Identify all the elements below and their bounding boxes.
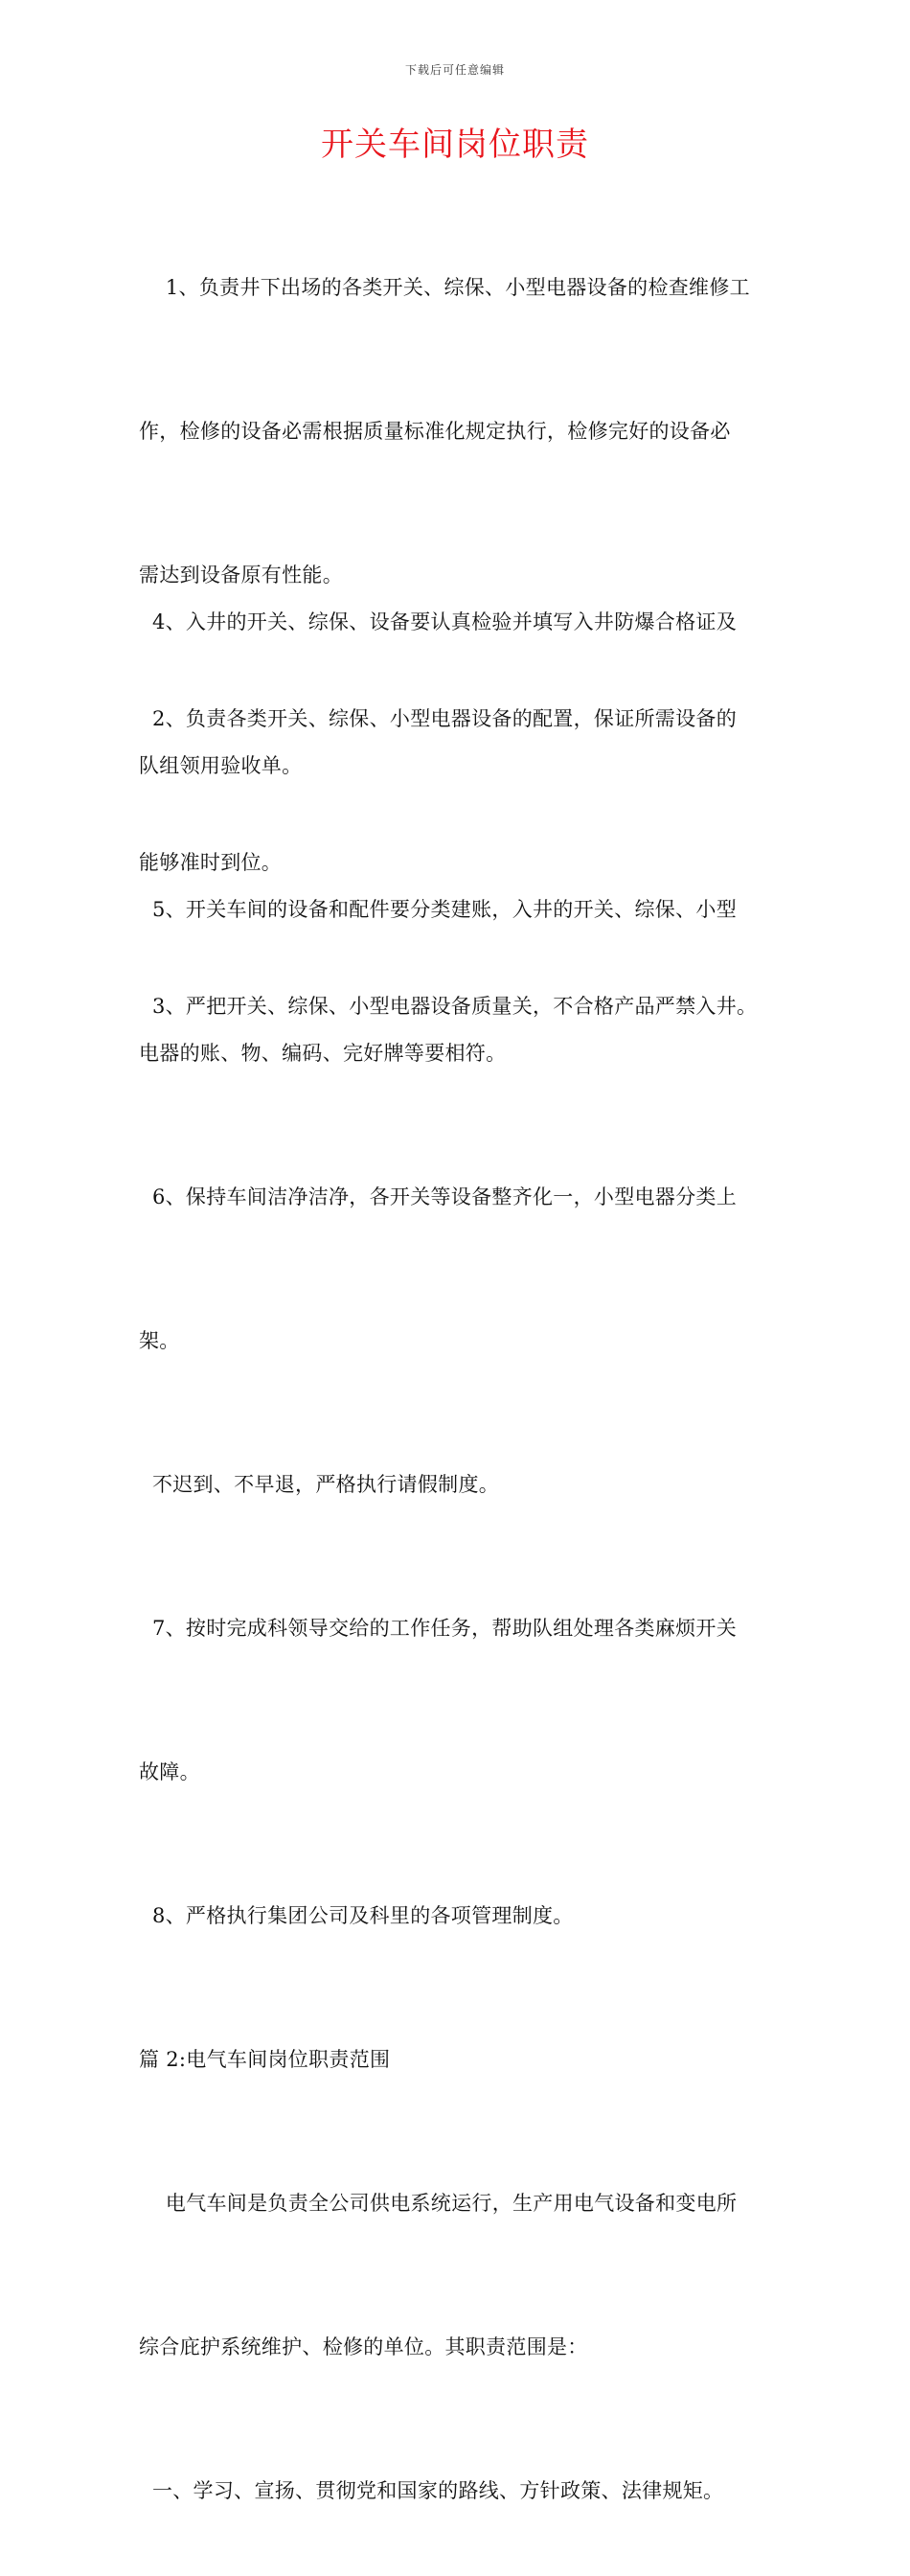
paragraph-line: 作，检修的设备必需根据质量标准化规定执行，检修完好的设备必 bbox=[139, 420, 731, 443]
paragraph-line: 一、学习、宣扬、贯彻党和国家的路线、方针政策、法律规矩。 bbox=[139, 2479, 724, 2502]
body-block-2 bbox=[139, 502, 783, 2576]
paragraph-line: 7、按时完成科领导交给的工作任务，帮助队组处理各类麻烦开关 bbox=[139, 1617, 738, 1640]
paragraph-line: 8、严格执行集团公司及科里的各项管理制度。 bbox=[139, 1904, 574, 1927]
paragraph-line: 电气车间是负责全公司供电系统运行，生产用电气设备和变电所 bbox=[139, 2192, 738, 2215]
paragraph-line: 3、严把开关、综保、小型电器设备质量关，不合格产品严禁入井。 bbox=[139, 995, 758, 1018]
paragraph-line: 6、保持车间洁净洁净，各开关等设备整齐化一，小型电器分类上 bbox=[139, 1185, 738, 1208]
paragraph-line: 不迟到、不早退，严格执行请假制度。 bbox=[139, 1473, 500, 1496]
paragraph-line: 故障。 bbox=[139, 1760, 200, 1783]
paragraph-line: 架。 bbox=[139, 1329, 180, 1352]
paragraph-line: 2、负责各类开关、综保、小型电器设备的配置，保证所需设备的 bbox=[139, 707, 738, 730]
document-title: 开关车间岗位职责 bbox=[321, 126, 589, 164]
paragraph-line: 队组领用验收单。 bbox=[139, 754, 303, 777]
paragraph-line: 4、入井的开关、综保、设备要认真检验并填写入井防爆合格证及 bbox=[139, 610, 738, 633]
paragraph-line: 能够准时到位。 bbox=[139, 851, 283, 874]
section-heading: 篇 2:电气车间岗位职责范围 bbox=[139, 2048, 391, 2071]
header-note: 下载后可任意编辑 bbox=[404, 63, 505, 77]
paragraph-line: 综合庇护系统维护、检修的单位。其职责范围是： bbox=[139, 2335, 588, 2358]
paragraph-line: 需达到设备原有性能。 bbox=[139, 564, 343, 586]
paragraph-line: 1、负责井下出场的各类开关、综保、小型电器设备的检查维修工 bbox=[139, 276, 750, 299]
paragraph-line: 电器的账、物、编码、完好牌等要相符。 bbox=[139, 1042, 507, 1065]
paragraph-line: 5、开关车间的设备和配件要分类建账，入井的开关、综保、小型 bbox=[139, 898, 738, 921]
